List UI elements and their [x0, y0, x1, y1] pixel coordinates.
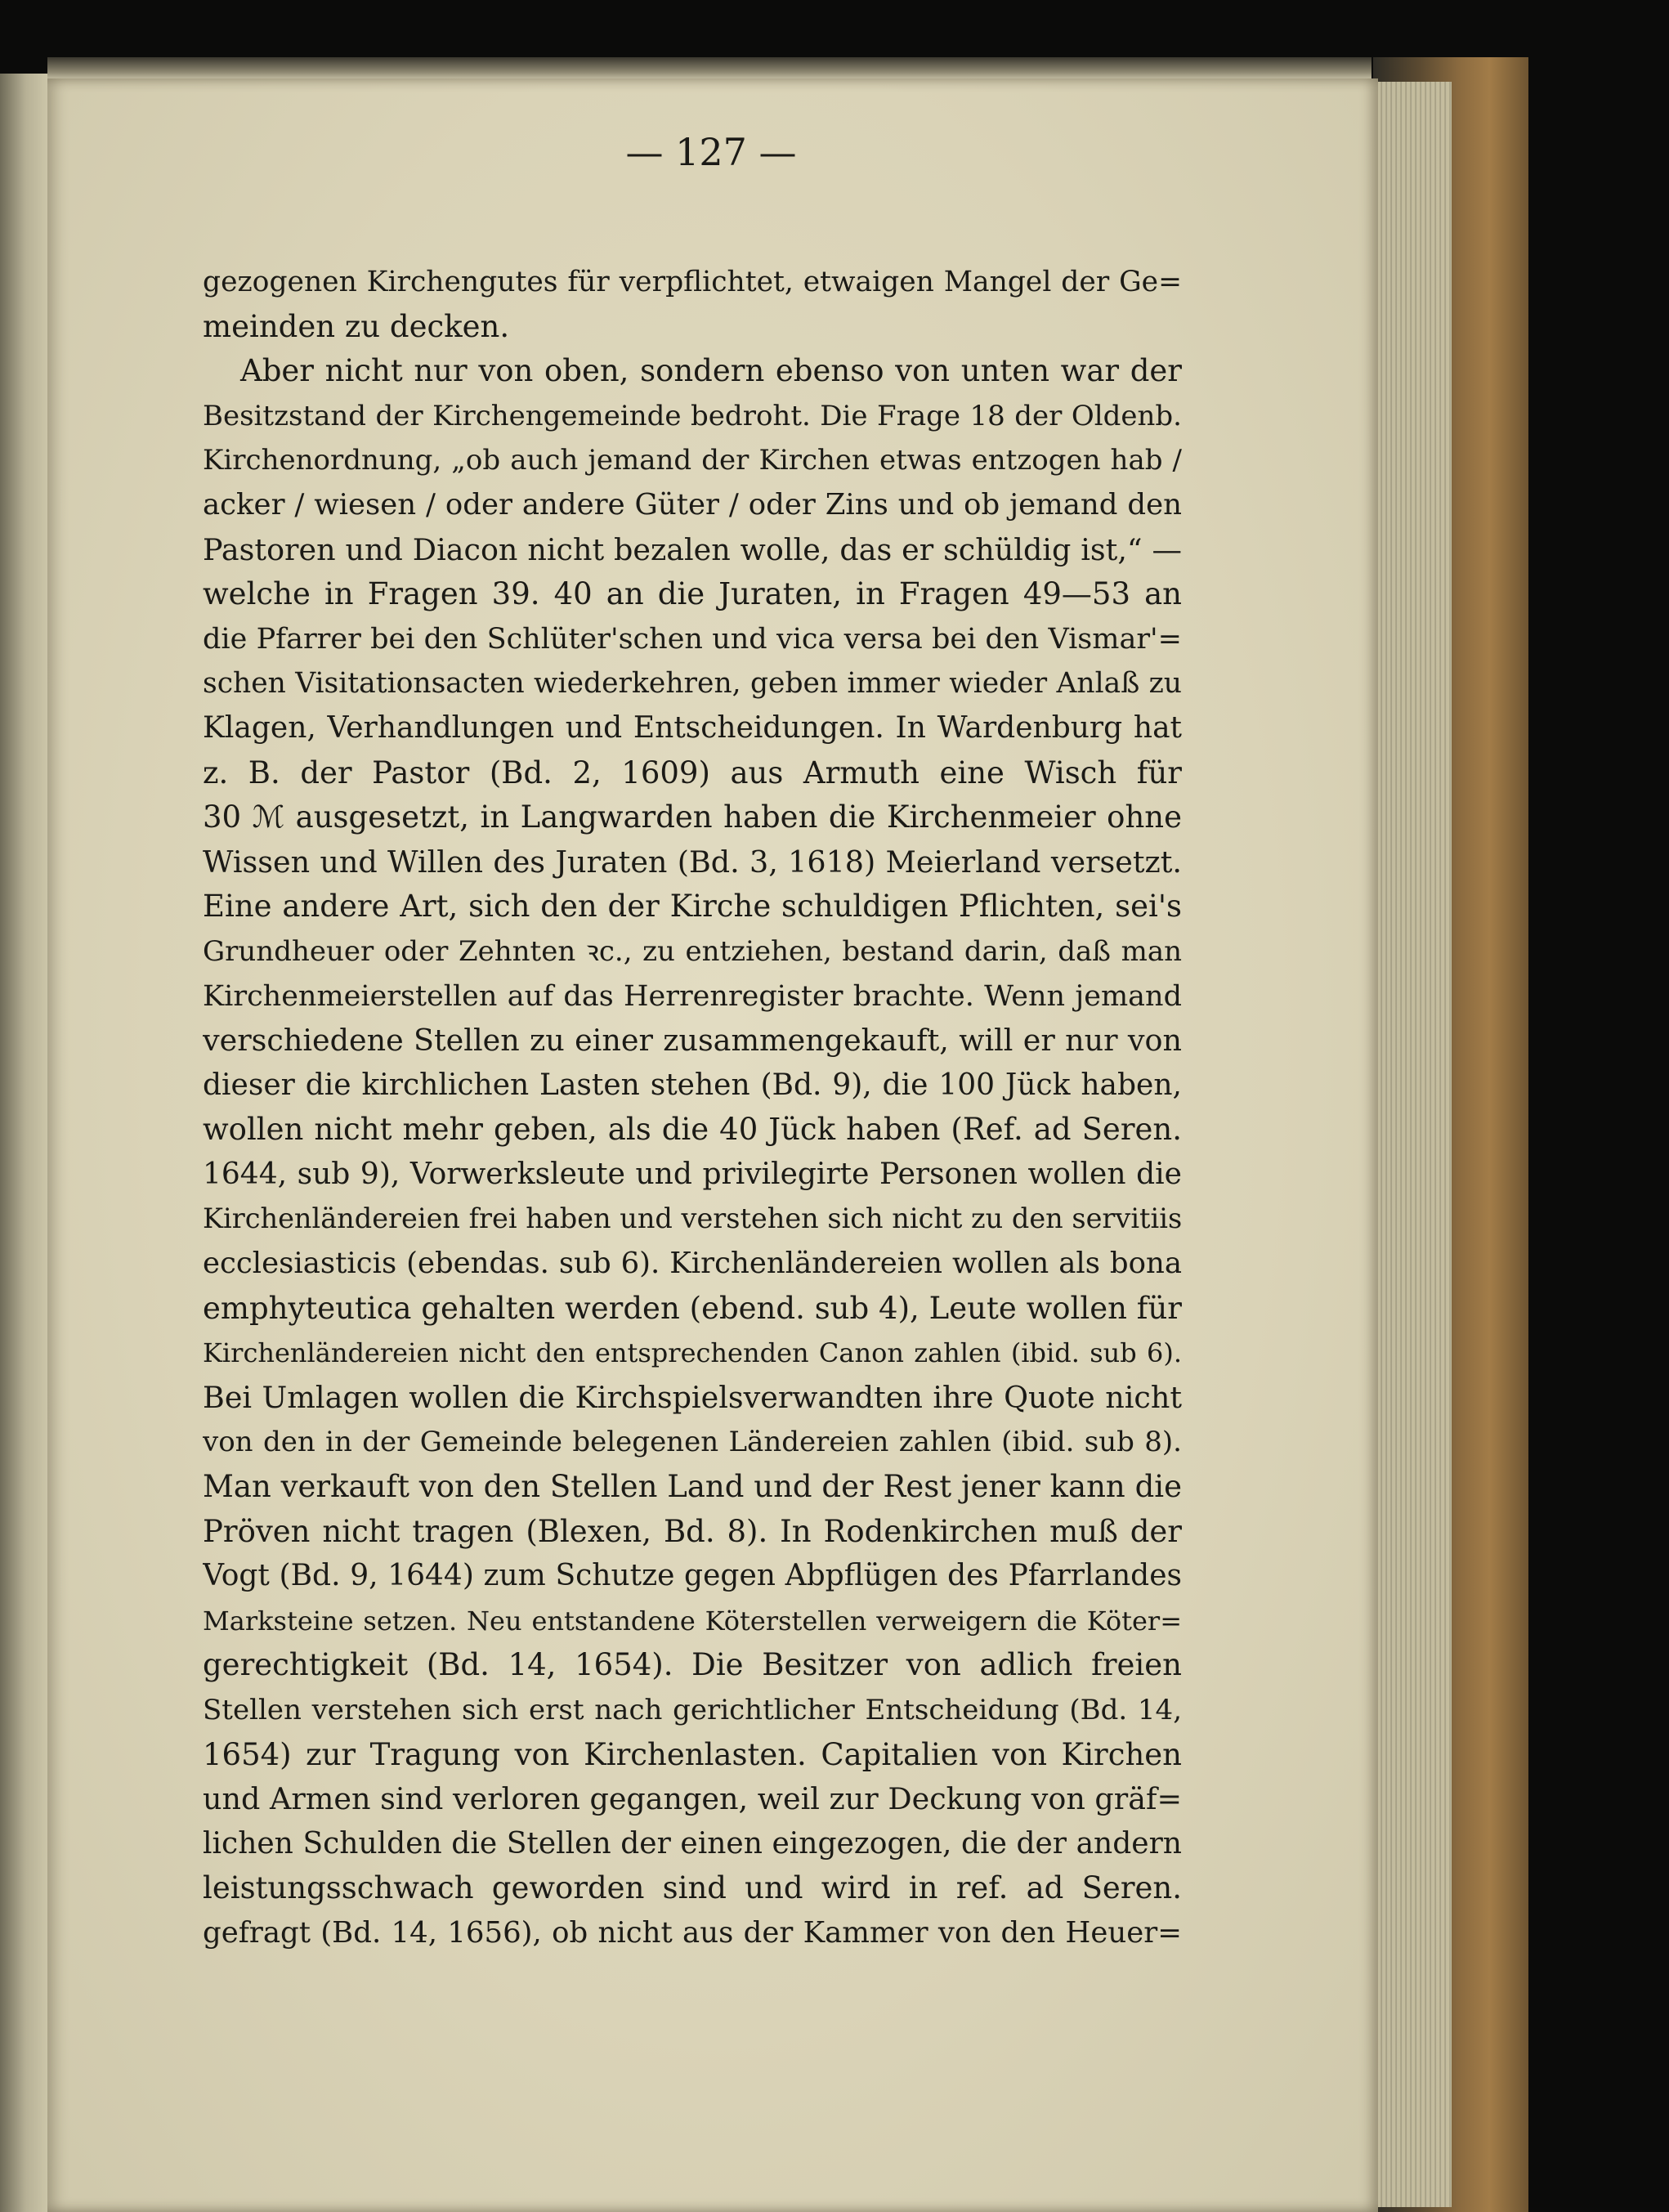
text-line: ecclesiasticis (ebendas. sub 6). Kirchenländereien wollen als bona	[203, 1247, 1182, 1281]
text-line: z. B. der Pastor (Bd. 2, 1609) aus Armuth eine Wisch für	[203, 754, 1182, 790]
page-number: — 127 —	[625, 130, 797, 174]
text-line: Besitzstand der Kirchengemeinde bedroht. Die Frage 18 der Oldenb.	[203, 399, 1182, 432]
text-line: welche in Fragen 39. 40 an die Juraten, in Fragen 49—53 an	[203, 576, 1182, 612]
text-line: und Armen sind verloren gegangen, weil zur Deckung von gräf=	[203, 1781, 1182, 1817]
text-line: Kirchenländereien nicht den entsprechenden Canon zahlen (ibid. sub 6).	[203, 1337, 1182, 1369]
text-line: Vogt (Bd. 9, 1644) zum Schutze gegen Abpflügen des Pfarrlandes	[203, 1559, 1182, 1593]
text-line: Pröven nicht tragen (Blexen, Bd. 8). In Rodenkirchen muß der	[203, 1513, 1182, 1549]
text-line: meinden zu decken.	[203, 308, 510, 344]
text-line: lichen Schulden die Stellen der einen eingezogen, die der andern	[203, 1826, 1182, 1860]
text-line: emphyteutica gehalten werden (ebend. sub 4), Leute wollen für	[203, 1290, 1182, 1326]
text-line: gerechtigkeit (Bd. 14, 1654). Die Besitzer von adlich freien	[203, 1647, 1182, 1683]
facing-page-edge	[0, 74, 47, 2212]
text-line: schen Visitationsacten wiederkehren, geben immer wieder Anlaß zu	[203, 667, 1182, 701]
page-stack-edge	[1378, 82, 1452, 2207]
text-line: leistungsschwach geworden sind und wird in ref. ad Seren.	[203, 1870, 1182, 1906]
text-line: Stellen verstehen sich erst nach gerichtlicher Entscheidung (Bd. 14,	[203, 1694, 1182, 1726]
text-line: 30 ℳ ausgesetzt, in Langwarden haben die Kirchenmeier ohne	[203, 799, 1182, 835]
text-line: Kirchenländereien frei haben und verstehen sich nicht zu den servitiis	[203, 1202, 1182, 1235]
text-line: Bei Umlagen wollen die Kirchspielsverwandten ihre Quote nicht	[203, 1379, 1182, 1415]
text-line: Grundheuer oder Zehnten ꝛc., zu entziehen, bestand darin, daß man	[203, 934, 1182, 968]
text-line: Aber nicht nur von oben, sondern ebenso von unten war der	[240, 353, 1182, 389]
text-line: verschiedene Stellen zu einer zusammengekauft, will er nur von	[203, 1023, 1182, 1059]
text-line: Kirchenordnung, „ob auch jemand der Kirchen etwas entzogen hab /	[203, 444, 1182, 477]
text-line: Kirchenmeierstellen auf das Herrenregister brachte. Wenn jemand	[203, 979, 1182, 1013]
text-line: Klagen, Verhandlungen und Entscheidungen. In Wardenburg hat	[203, 710, 1182, 745]
text-line: Man verkauft von den Stellen Land und der Rest jener kann die	[203, 1469, 1182, 1505]
text-line: die Pfarrer bei den Schlüter'schen und vica versa bei den Vismar'=	[203, 622, 1182, 656]
text-line: gezogenen Kirchengutes für verpflichtet, etwaigen Mangel der Ge=	[203, 266, 1182, 298]
text-line: gefragt (Bd. 14, 1656), ob nicht aus der Kammer von den Heuer=	[203, 1915, 1182, 1950]
body-text	[203, 260, 1182, 1956]
text-line: 1654) zur Tragung von Kirchenlasten. Capitalien von Kirchen	[203, 1736, 1182, 1772]
text-line: von den in der Gemeinde belegenen Ländereien zahlen (ibid. sub 8).	[203, 1426, 1182, 1459]
text-line: dieser die kirchlichen Lasten stehen (Bd. 9), die 100 Jück haben,	[203, 1068, 1182, 1102]
text-line: Wissen und Willen des Juraten (Bd. 3, 1618) Meierland versetzt.	[203, 844, 1182, 880]
text-line: wollen nicht mehr geben, als die 40 Jück haben (Ref. ad Seren.	[203, 1112, 1182, 1148]
text-line: 1644, sub 9), Vorwerksleute und privilegirte Personen wollen die	[203, 1157, 1182, 1191]
text-line: Pastoren und Diacon nicht bezalen wolle, das er schüldig ist,“ —	[203, 531, 1182, 567]
text-line: acker / wiesen / oder andere Güter / oder Zins und ob jemand den	[203, 487, 1182, 522]
text-line: Eine andere Art, sich den der Kirche schuldigen Pflichten, sei's	[203, 889, 1182, 925]
text-line: Marksteine setzen. Neu entstandene Köterstellen verweigern die Köter=	[203, 1605, 1182, 1637]
